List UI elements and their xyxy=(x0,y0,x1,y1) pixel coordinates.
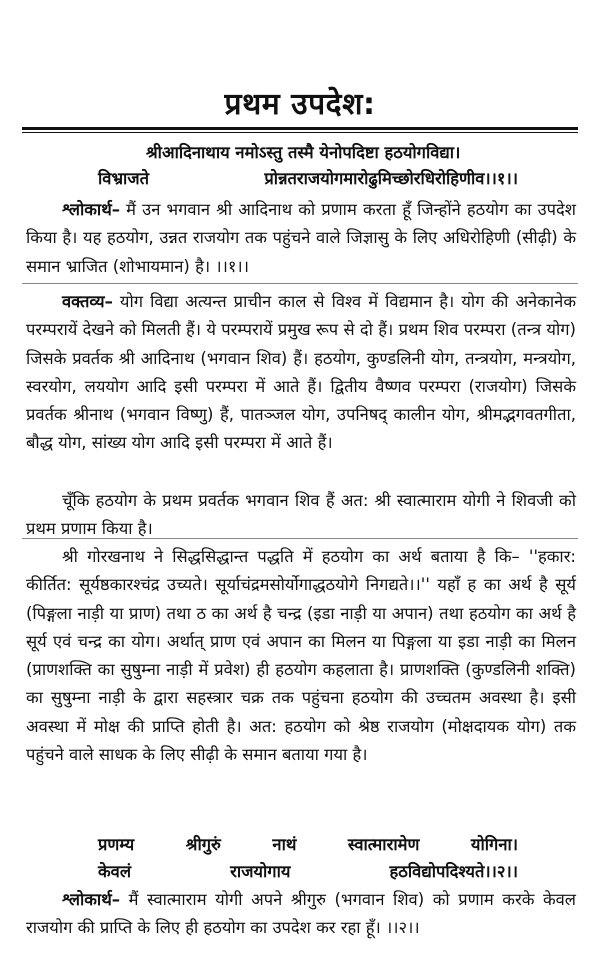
title-underline-thick xyxy=(22,127,578,130)
verse-2-word: प्रणम्य xyxy=(98,835,135,854)
shlokarth-text: मैं स्वात्माराम योगी अपने श्रीगुरु (भगवान शिव) को प्रणाम करके केवल राजयोग की प्राप्ति के लिए ही हठयोग का उपदेश कर रहा हूँ। ।।२।। xyxy=(26,890,576,938)
paragraph-3 xyxy=(26,543,576,769)
shlokarth-2 xyxy=(26,886,576,943)
verse-2-word: राजयोगाय xyxy=(230,862,291,881)
verse-2-word: केवलं xyxy=(98,862,132,881)
verse-2-word: स्वात्मारामेण xyxy=(347,835,420,854)
paragraph-3-text: श्री गोरखनाथ ने सिद्धसिद्धान्त पद्धति में हठयोग का अर्थ बताया है कि– ''हकार: कीर्तित: सूर्यष्ठकारश्चंद्र उच्यते। सूर्याचंद्रमसोर्योगाद्धठयोगे निगद्यते।।'' यहाँ ह का अर्थ है सूर्य (पिङ्गला नाड़ी या प्राण) तथा ठ का अर्थ है चन्द्र (इडा नाड़ी या अपान) तथा हठयोग का अर्थ है सूर्य एवं चन्द्र का योग। अर्थात् प्राण एवं अपान का मिलन या पिङ्गला या इडा नाड़ी का मिलन (प्राणशक्ति का सुषुम्ना नाड़ी में प्रवेश) ही हठयोग कहलाता है। प्राणशक्ति (कुण्डलिनी शक्ति) का सुषुम्ना नाड़ी के द्वारा सहस्त्रार चक्र तक पहुंचना हठयोग की उच्चतम अवस्था है। इसी अवस्था में मोक्ष की प्राप्ति होती है। अत: हठयोग को श्रेष्ठ राजयोग (मोक्षदायक योग) तक पहुंचने वाले साधक के लिए सीढ़ी के समान बताया गया है। xyxy=(26,547,576,765)
shlokarth-text: मैं उन भगवान श्री आदिनाथ को प्रणाम करता हूँ जिन्होंने हठयोग का उपदेश किया है। यह हठयोग, उन्नत राजयोग तक पहुंचने वाले जिज्ञासु के लिए अधिरोहिणी (सीढ़ी) के समान भ्राजित (शोभायमान) है। ।।१।। xyxy=(26,200,577,276)
paragraph-2-text: चूँकि हठयोग के प्रथम प्रवर्तक भगवान शिव हैं अत: श्री स्वात्माराम योगी ने शिवजी को प्रथम प्रणाम किया है। xyxy=(26,491,576,539)
shlokarth-label: श्लोकार्थ– xyxy=(62,200,120,219)
section-divider xyxy=(22,283,578,284)
vaktavya-label: वक्तव्य– xyxy=(62,292,113,311)
verse-2-word: नाथं xyxy=(272,835,297,854)
title-underline-thin xyxy=(22,132,578,133)
verse-2-word: श्रीगुरुं xyxy=(185,835,221,854)
verse-1-word: प्रोन्नतराजयोगमारोढुमिच्छोरधिरोहिणीव।।१।। xyxy=(264,169,518,188)
verse-2-word: योगिना। xyxy=(470,835,518,854)
vaktavya-text: योग विद्या अत्यन्त प्राचीन काल से विश्व में विद्यमान है। योग की अनेकानेक परम्परायें देखने को मिलती हैं। ये परम्परायें प्रमुख रूप से दो हैं। प्रथम शिव परम्परा (तन्त्र योग) जिसके प्रवर्तक श्री आदिनाथ (भगवान शिव) हैं। हठयोग, कुण्डलिनी योग, तन्त्रयोग, मन्त्रयोग, स्वरयोग, लययोग आदि इसी परम्परा में आते हैं। द्वितीय वैष्णव परम्परा (राजयोग) जिसके प्रवर्तक श्रीनाथ (भगवान विष्णु) हैं, पातञ्जल योग, उपनिषद् कालीन योग, श्रीमद्भगवतगीता, बौद्ध योग, सांख्य योग आदि इसी परम्परा में आते हैं। xyxy=(26,292,576,453)
section-divider xyxy=(22,538,578,539)
shlokarth-1 xyxy=(26,196,576,281)
vaktavya-paragraph xyxy=(26,288,576,458)
paragraph-2 xyxy=(26,487,576,544)
chapter-title: प्रथम उपदेश: xyxy=(224,87,376,122)
verse-1-line-2 xyxy=(98,166,518,189)
verse-1-line-1: श्रीआदिनाथाय नमोऽस्तु तस्मै येनोपदिष्टा हठयोगविद्या। xyxy=(146,143,461,162)
shlokarth-label: श्लोकार्थ– xyxy=(62,890,120,909)
verse-2-word: हठविद्योपदिश्यते।।२।। xyxy=(389,862,518,881)
verse-2-line-2 xyxy=(98,859,518,882)
verse-2-line-1 xyxy=(98,832,518,855)
verse-1-word: विभ्राजते xyxy=(98,169,149,188)
